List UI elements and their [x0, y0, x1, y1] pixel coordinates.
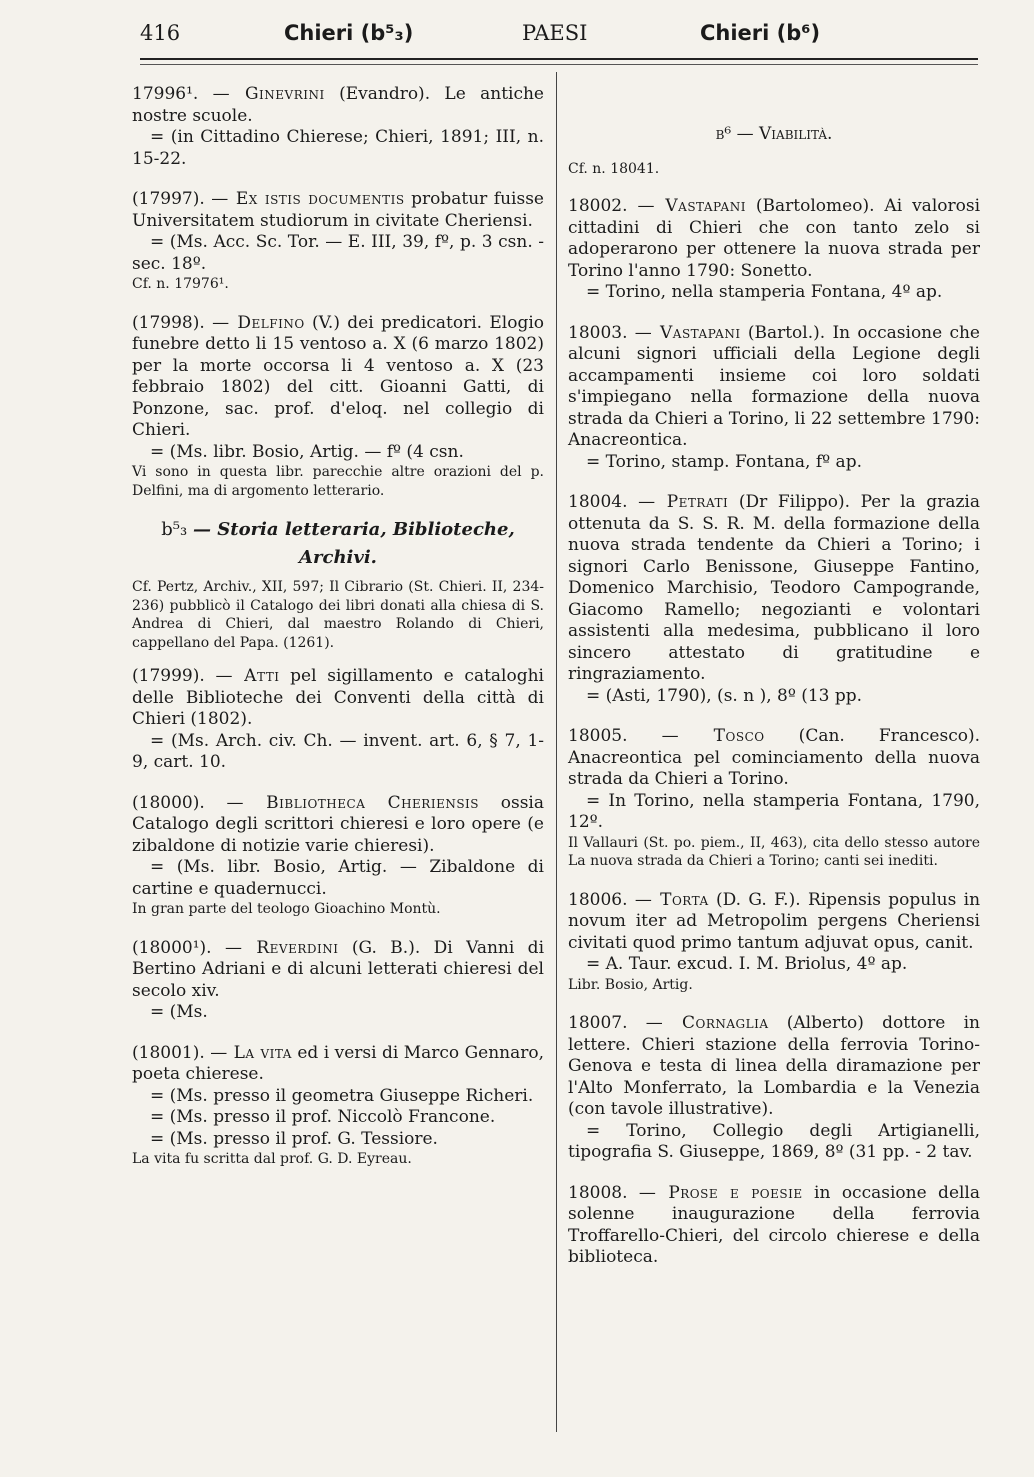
entry-author: — Reverdini: [224, 937, 339, 958]
entry-author: — Petrati: [638, 492, 729, 512]
header-rule-thick: [140, 58, 978, 60]
bibliographic-entry: [568, 1013, 980, 1164]
entry-number: (18000).: [132, 792, 227, 813]
entry-author: — Tosco: [661, 726, 765, 746]
right-section-note: Cf. n. 18041.: [568, 160, 660, 177]
entry-imprint: = (Ms. presso il prof. G. Tessiore.: [150, 1128, 438, 1149]
section-title-line-2: Archivi.: [299, 546, 377, 568]
header-rule-thin: [140, 64, 978, 65]
entry-number: (17998).: [132, 312, 213, 333]
entry-author: — Vastapani: [634, 322, 741, 343]
entry-author: — Delfino: [212, 312, 305, 333]
bibliographic-entry: [568, 323, 980, 474]
entry-text: [568, 196, 980, 282]
entry-number: (17999).: [132, 666, 216, 686]
entry-imprint: = (Ms. libr. Bosio, Artig. — fº (4 csn.: [150, 441, 464, 462]
entry-number: (17997).: [132, 189, 212, 209]
entry-text: [568, 726, 980, 791]
entry-author: — La vita: [210, 1042, 292, 1063]
entry-imprint: = (Ms. presso il prof. Niccolò Francone.: [150, 1107, 496, 1127]
entry-number: 18007.: [568, 1013, 646, 1033]
entry-number: 18002.: [568, 196, 638, 216]
entry-title: pel sigillamento e cataloghi delle Biblioteche dei Conventi della città di Chieri (1802).: [132, 666, 544, 729]
entry-number: 18004.: [568, 492, 639, 512]
bibliographic-entry: [132, 313, 544, 501]
section-label: b⁵₃: [161, 519, 188, 540]
entry-title: (Evandro). Le antiche nostre scuole.: [132, 84, 544, 126]
bibliographic-entry: [132, 793, 544, 919]
bibliographic-entry: [132, 1043, 544, 1169]
bibliographic-entry: [568, 890, 980, 995]
entry-text: [132, 938, 544, 1003]
entry-imprint: = (in Cittadino Chierese; Chieri, 1891; III, n. 15-22.: [132, 127, 544, 169]
entry-text: [568, 1183, 980, 1269]
entry-title: ed i versi di Marco Gennaro, poeta chierese.: [132, 1042, 545, 1084]
entry-author: — Torta: [634, 889, 709, 910]
entry-imprint: = (Ms. Arch. civ. Ch. — invent. art. 6, § 7, 1-9, cart. 10.: [132, 730, 544, 772]
entry-imprint: = (Ms.: [150, 1002, 208, 1022]
entry-number: 18005.: [568, 726, 662, 746]
entry-author: — Ex istis documentis: [211, 189, 405, 209]
entry-text: [132, 313, 544, 442]
bibliographic-entry: [568, 1183, 980, 1269]
right-column: [568, 84, 980, 1288]
entry-text: [132, 1043, 544, 1086]
entry-imprint: = Torino, Collegio degli Artigianelli, tipografia S. Giuseppe, 1869, 8º (31 pp. - 2 tav.: [568, 1120, 980, 1162]
entry-title: (G. B.). Di Vanni di Bertino Adriani e di alcuni letterati chieresi del secolo xiv.: [132, 937, 545, 1001]
left-column: [132, 84, 544, 1188]
entry-number: (18001).: [132, 1042, 211, 1063]
bibliographic-entry: [132, 938, 544, 1024]
entry-imprint: = A. Taur. excud. I. M. Briolus, 4º ap.: [586, 954, 908, 974]
entry-note: La vita fu scritta dal prof. G. D. Eyreau.: [132, 1151, 412, 1167]
entry-author: — Vastapani: [637, 196, 746, 216]
section-heading: [132, 519, 544, 652]
entry-note: Libr. Bosio, Artig.: [568, 976, 693, 993]
entry-text: [132, 189, 544, 232]
entry-title: ossia Catalogo degli scrittori chieresi e loro opere (e zibaldone di notizie varie chieresi).: [132, 792, 544, 856]
entry-author: — Prose e poesie: [638, 1182, 803, 1203]
bibliographic-entry: [132, 189, 544, 294]
entry-note: Cf. n. 17976¹.: [132, 276, 229, 292]
entry-title: in occasione della solenne inaugurazione della ferrovia Troffarello-Chieri, del circolo chierese e della biblioteca.: [568, 1182, 981, 1267]
bibliographic-entry: [132, 666, 544, 774]
bibliographic-entry: [132, 84, 544, 170]
entry-text: [568, 890, 980, 955]
entry-title: (Bartol.). In occasione che alcuni signori ufficiali della Legione degli accampamenti insieme coi loro soldati s'impiegano nella formazione della nuova strada da Chieri a Torino, li 22 settembre 1790: Anacreontica.: [568, 322, 980, 450]
entry-imprint: = Torino, stamp. Fontana, fº ap.: [586, 451, 862, 472]
bibliographic-entry: [568, 196, 980, 304]
page-header: [0, 18, 1034, 52]
entry-imprint: = In Torino, nella stamperia Fontana, 1790, 12º.: [568, 790, 980, 832]
entry-number: 18003.: [568, 322, 635, 343]
entry-imprint: = Torino, nella stamperia Fontana, 4º ap.: [586, 282, 943, 302]
entry-number: (18000¹).: [132, 937, 225, 958]
entry-text: [568, 323, 980, 452]
entry-author: — Cornaglia: [645, 1013, 769, 1033]
column-divider: [556, 72, 557, 1432]
right-running-title: Chieri (b⁶): [700, 21, 821, 45]
entry-text: [568, 492, 980, 686]
left-running-title: Chieri (b⁵₃): [284, 21, 414, 45]
entry-author: — Atti: [215, 666, 280, 686]
entry-title: (Dr Filippo). Per la grazia ottenuta da S. S. R. M. della formazione della nuova strada tendente da Chieri a Torino; i signori Carlo Benissone, Giuseppe Fantino, Domenico Marchisio, Teodoro Campogrande, Giacomo Ramello; negozianti e volontari assistenti alla medesima, pubblicano il loro sincero attestato di gratitudine e ringraziamento.: [568, 492, 980, 684]
page-number: 416: [140, 21, 181, 45]
section-title-a: — Storia letteraria, Biblioteche,: [192, 519, 515, 540]
entry-imprint: = (Asti, 1790), (s. n ), 8º (13 pp.: [586, 685, 863, 706]
entry-number: 18006.: [568, 889, 635, 910]
entry-text: [568, 1013, 980, 1121]
entry-text: [132, 84, 544, 127]
entry-text: [132, 666, 544, 731]
bibliographic-entry: [568, 492, 980, 707]
entry-author: — Bibliotheca Cheriensis: [226, 792, 480, 813]
entry-title: (Bartolomeo). Ai valorosi cittadini di Chieri che con tanto zelo si adoperarono per ottenere la nuova strada per Torino l'anno 1790: Sonetto.: [568, 196, 981, 281]
section-note: Cf. Pertz, Archiv., XII, 597; Il Cibrario (St. Chieri. II, 234-236) pubblicò il Catalogo dei libri donati alla chiesa di S. Andrea di Chieri, dal maestro Rolando di Chieri, cappellano del Papa. (1261).: [132, 579, 544, 651]
right-section-heading: b⁶ — Viabilità.: [715, 124, 833, 144]
entry-author: — Ginevrini: [212, 84, 325, 104]
entry-note: Il Vallauri (St. po. piem., II, 463), cita dello stesso autore La nuova strada da Chieri a Torino; canti sei inediti.: [568, 834, 980, 869]
entry-number: 18008.: [568, 1182, 639, 1203]
entry-imprint: = (Ms. Acc. Sc. Tor. — E. III, 39, fº, p. 3 csn. - sec. 18º.: [132, 232, 544, 274]
entry-title: (Alberto) dottore in lettere. Chieri stazione della ferrovia Torino-Genova e testa di linea della diramazione per l'Alto Monferrato, la Lombardia e la Venezia (con tavole illustrative).: [568, 1013, 980, 1119]
bibliographic-entry: [568, 726, 980, 871]
center-running-title: PAESI: [522, 21, 588, 45]
entry-title: probatur fuisse Universitatem studiorum in civitate Cheriensi.: [132, 189, 544, 231]
entry-title: (V.) dei predicatori. Elogio funebre detto li 15 ventoso a. X (6 marzo 1802) per la morte occorsa li 4 ventoso a. X (23 febbraio 1802) del citt. Gioanni Gatti, di Ponzone, sac. prof. d'eloq. nel collegio di Chieri.: [132, 312, 545, 440]
entry-title: (D. G. F.). Ripensis populus in novum iter ad Metropolim pergens Cheriensi civitati quod primo tantum adjuvat opus, canit.: [568, 889, 981, 953]
entry-note: Vi sono in questa libr. parecchie altre orazioni del p. Delfini, ma di argomento letterario.: [132, 464, 544, 499]
entry-number: 17996¹.: [132, 84, 213, 104]
entry-note: In gran parte del teologo Gioachino Montù.: [132, 901, 441, 917]
entry-imprint: = (Ms. libr. Bosio, Artig. — Zibaldone di cartine e quadernucci.: [132, 857, 544, 899]
entry-title: (Can. Francesco). Anacreontica pel cominciamento della nuova strada da Chieri a Torino.: [568, 726, 980, 789]
entry-imprint: = (Ms. presso il geometra Giuseppe Richeri.: [150, 1085, 534, 1106]
entry-text: [132, 793, 544, 858]
section-title-line-1: [132, 519, 544, 541]
